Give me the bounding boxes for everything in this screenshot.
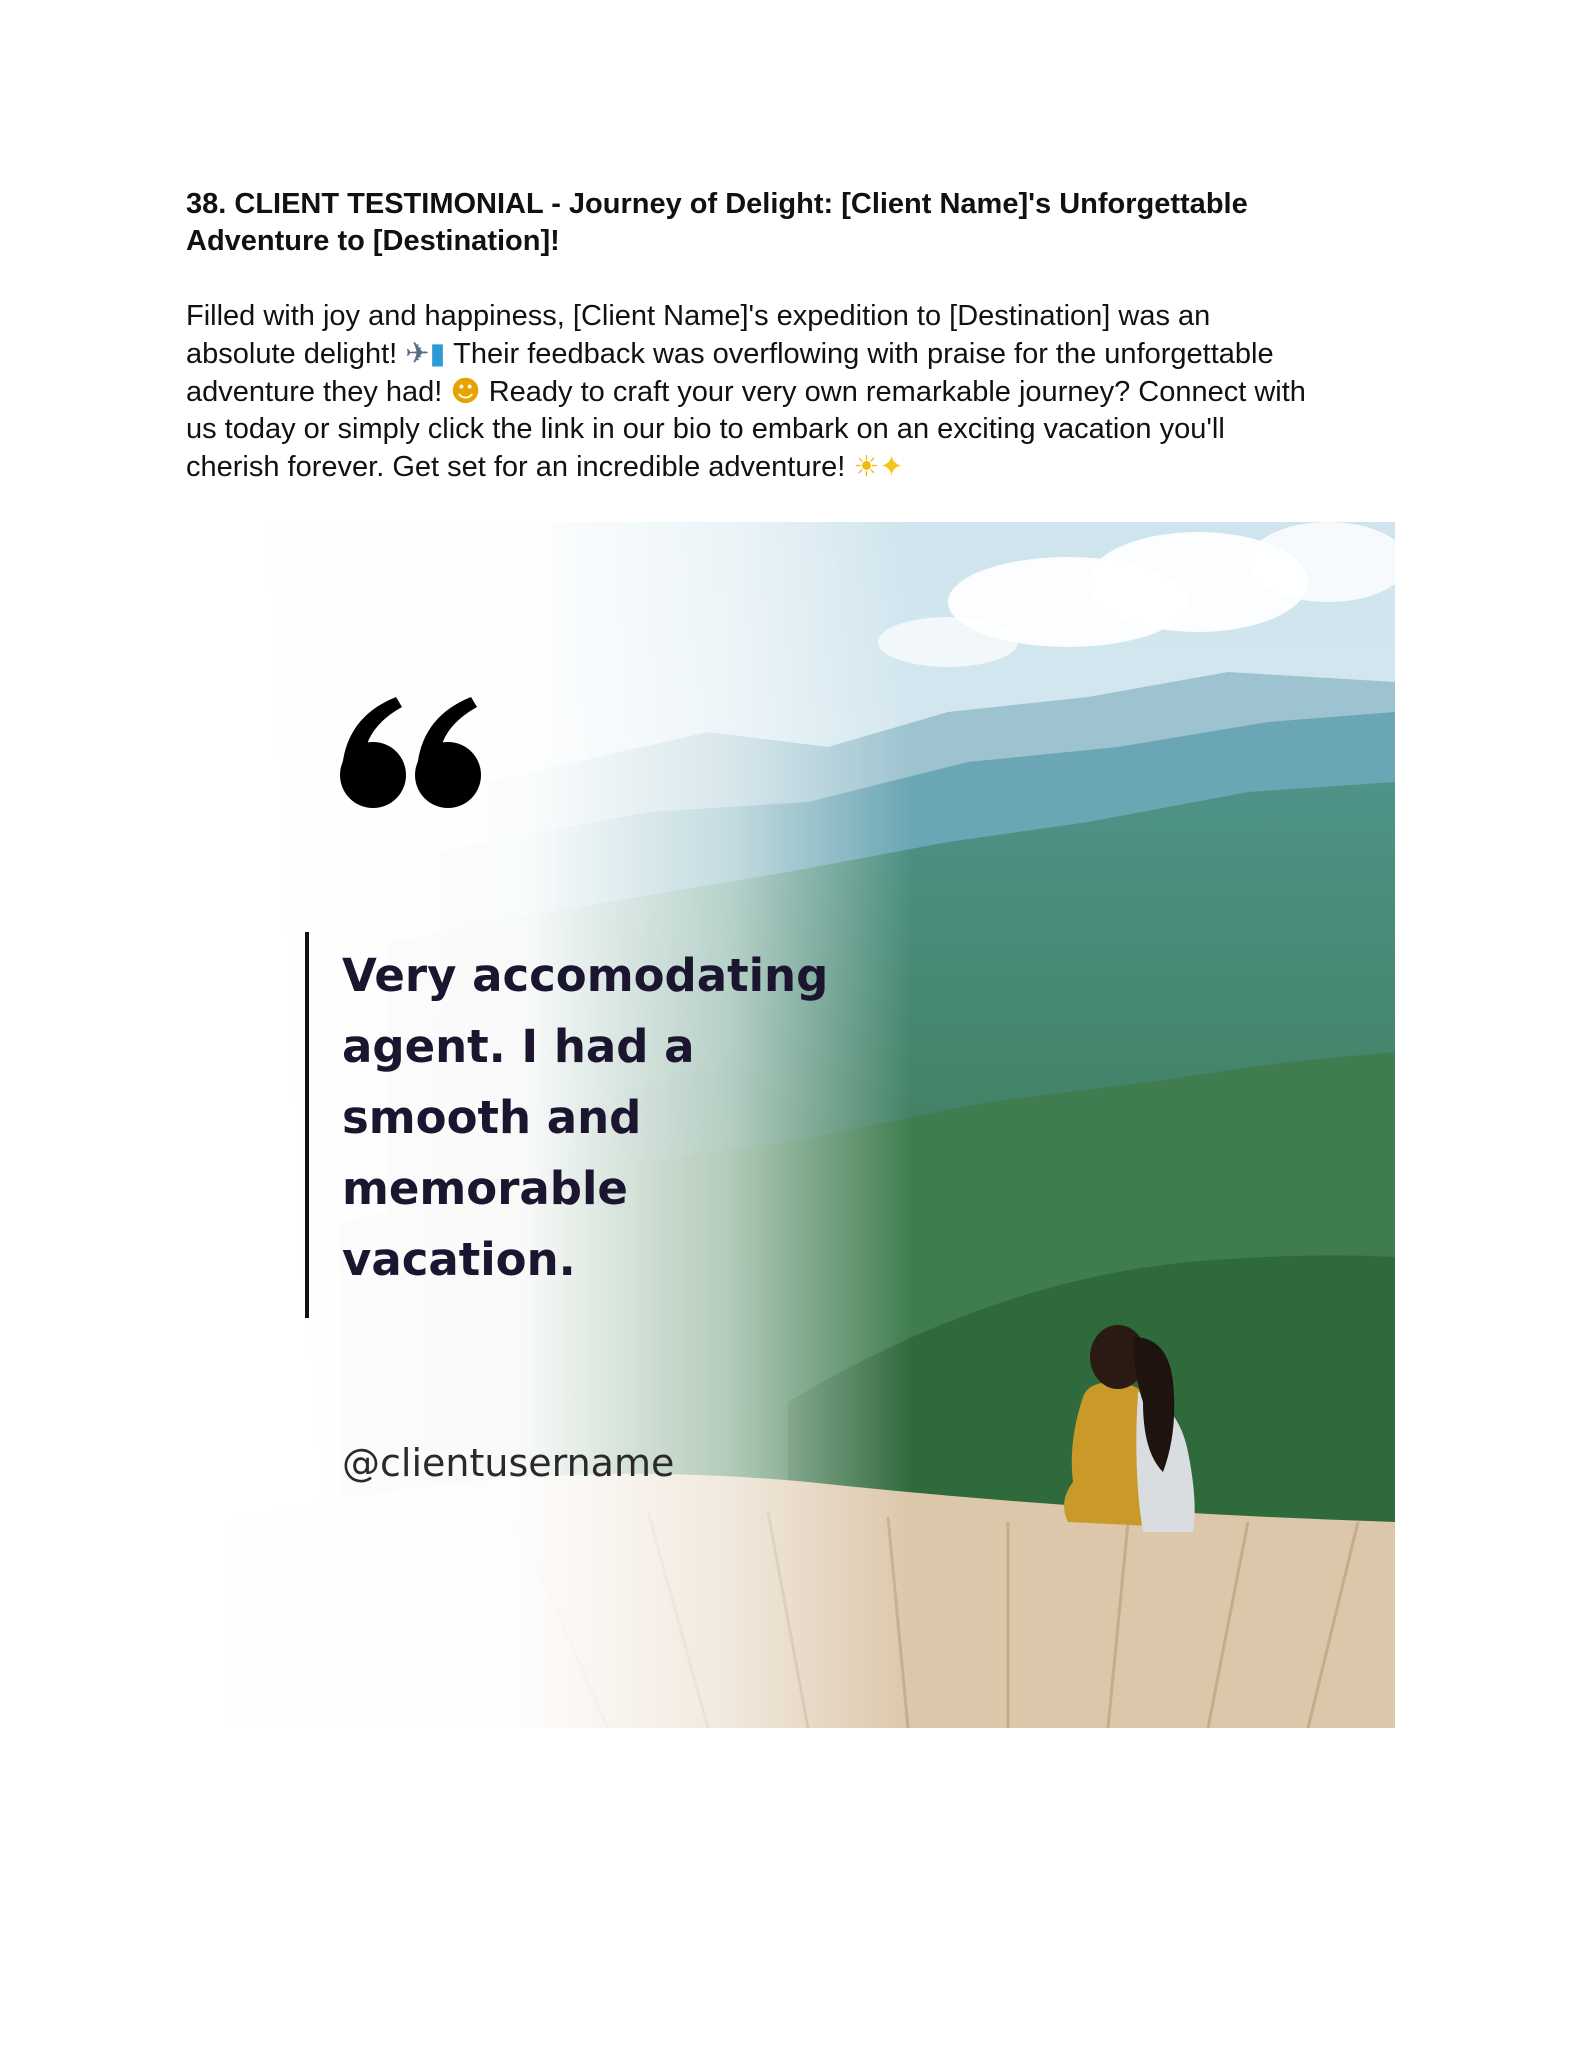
caption-line-4: us today or simply click the link in our bio to embark on an exciting vacation you'll [186, 413, 1225, 445]
quote-line-5: vacation. [342, 1233, 576, 1286]
quote-mark-icon [338, 697, 488, 812]
client-username: @clientusername [342, 1441, 675, 1485]
caption-line-1: Filled with joy and happiness, [Client Name]'s expedition to [Destination] was an [186, 300, 1211, 332]
quote-line-1: Very accomodating [342, 949, 829, 1002]
sparkles-icon: ✦ [879, 449, 904, 483]
caption-line-2b: Their feedback was overflowing with praise for the unforgettable [453, 338, 1274, 370]
title-line-2: Adventure to [Destination]! [186, 225, 560, 257]
quote-line-4: memorable [342, 1162, 628, 1215]
testimonial-quote [342, 940, 862, 1295]
testimonial-card [188, 522, 1395, 1728]
star-struck-icon: ☻ [450, 374, 481, 408]
luggage-icon: ▮ [429, 336, 446, 370]
post-caption [186, 298, 1416, 486]
title-line-1: 38. CLIENT TESTIMONIAL - Journey of Delight: [Client Name]'s Unforgettable [186, 188, 1248, 220]
quote-line-3: smooth and [342, 1091, 642, 1144]
caption-line-3b: Ready to craft your very own remarkable journey? Connect with [488, 376, 1306, 408]
caption-line-5: cherish forever. Get set for an incredible adventure! [186, 451, 846, 483]
quote-line-2: agent. I had a [342, 1020, 695, 1073]
caption-line-3a: adventure they had! [186, 376, 443, 408]
airplane-icon: ✈ [405, 336, 430, 370]
accent-bar [305, 932, 309, 1318]
caption-line-2a: absolute delight! [186, 338, 398, 370]
glowing-star-icon: ☀ [853, 449, 880, 483]
page-title [186, 186, 1386, 260]
